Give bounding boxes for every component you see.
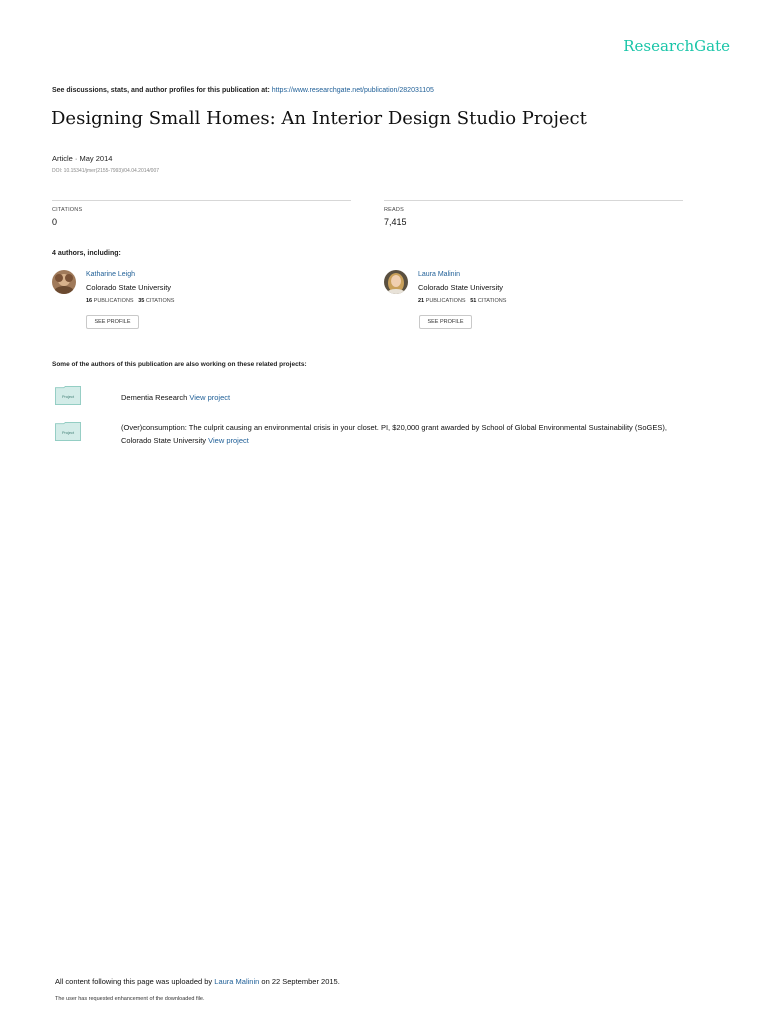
view-project-link[interactable]: View project <box>208 436 249 445</box>
author-photo-icon <box>52 270 76 294</box>
author-affiliation: Colorado State University <box>86 283 172 292</box>
project-title <box>121 393 230 402</box>
citations-value: 0 <box>52 217 58 227</box>
author-photo-icon <box>384 270 408 294</box>
project-name: Dementia Research <box>121 393 190 402</box>
project-affiliation: Colorado State University <box>121 436 209 445</box>
publication-title: Designing Small Homes: An Interior Design Studio Project <box>51 108 587 129</box>
project-folder-icon[interactable] <box>53 386 83 410</box>
project-folder-label: Project <box>61 394 75 400</box>
project-title-continued <box>121 436 249 445</box>
publication-url-link[interactable]: https://www.researchgate.net/publication/282031105 <box>271 87 434 94</box>
authors-heading: 4 authors, including: <box>52 250 121 257</box>
author-name-link[interactable]: Laura Malinin <box>418 271 461 278</box>
citations-count-label: CITATIONS <box>145 298 175 304</box>
publications-count: 16 <box>86 298 93 304</box>
researchgate-logo[interactable]: ResearchGate <box>623 37 730 55</box>
author-name-link[interactable]: Katharine Leigh <box>86 271 136 278</box>
citations-count: 51 <box>470 298 477 304</box>
reads-label: READS <box>384 207 404 213</box>
author-counts <box>418 298 506 304</box>
citations-divider <box>52 200 351 201</box>
related-projects-heading: Some of the authors of this publication are also working on these related projects: <box>52 361 307 368</box>
enhancement-note: The user has requested enhancement of the downloaded file. <box>55 996 205 1002</box>
see-profile-button[interactable]: SEE PROFILE <box>86 315 139 329</box>
publications-count: 21 <box>418 298 425 304</box>
project-title: (Over)consumption: The culprit causing an environmental crisis in your closet. PI, $20,000 grant awarded by School of Global Environmental Sustainability (SoGES), <box>121 423 667 432</box>
upload-prefix: All content following this page was uploaded by <box>55 977 215 986</box>
author-counts <box>86 298 174 304</box>
author-affiliation: Colorado State University <box>418 283 504 292</box>
discussion-prefix: See discussions, stats, and author profiles for this publication at: <box>52 87 272 94</box>
project-folder-label: Project <box>61 430 75 436</box>
avatar[interactable] <box>384 270 408 294</box>
see-profile-button[interactable]: SEE PROFILE <box>419 315 472 329</box>
upload-note <box>55 977 340 986</box>
doi-text: DOI: 10.15341/jmer(2155-7993)/04.04.2014/007 <box>52 168 160 174</box>
project-folder-icon[interactable] <box>53 422 83 446</box>
publications-label: PUBLICATIONS <box>93 298 134 304</box>
view-project-link[interactable]: View project <box>189 393 231 402</box>
discussion-line <box>52 87 434 94</box>
reads-value: 7,415 <box>384 217 407 227</box>
publications-label: PUBLICATIONS <box>425 298 466 304</box>
citations-label: CITATIONS <box>52 207 83 213</box>
reads-divider <box>384 200 683 201</box>
article-type-date: Article · May 2014 <box>52 154 113 163</box>
uploader-link[interactable]: Laura Malinin <box>214 977 260 986</box>
citations-count-label: CITATIONS <box>477 298 507 304</box>
avatar[interactable] <box>52 270 76 294</box>
citations-count: 35 <box>138 298 145 304</box>
upload-suffix: on 22 September 2015. <box>259 977 340 986</box>
